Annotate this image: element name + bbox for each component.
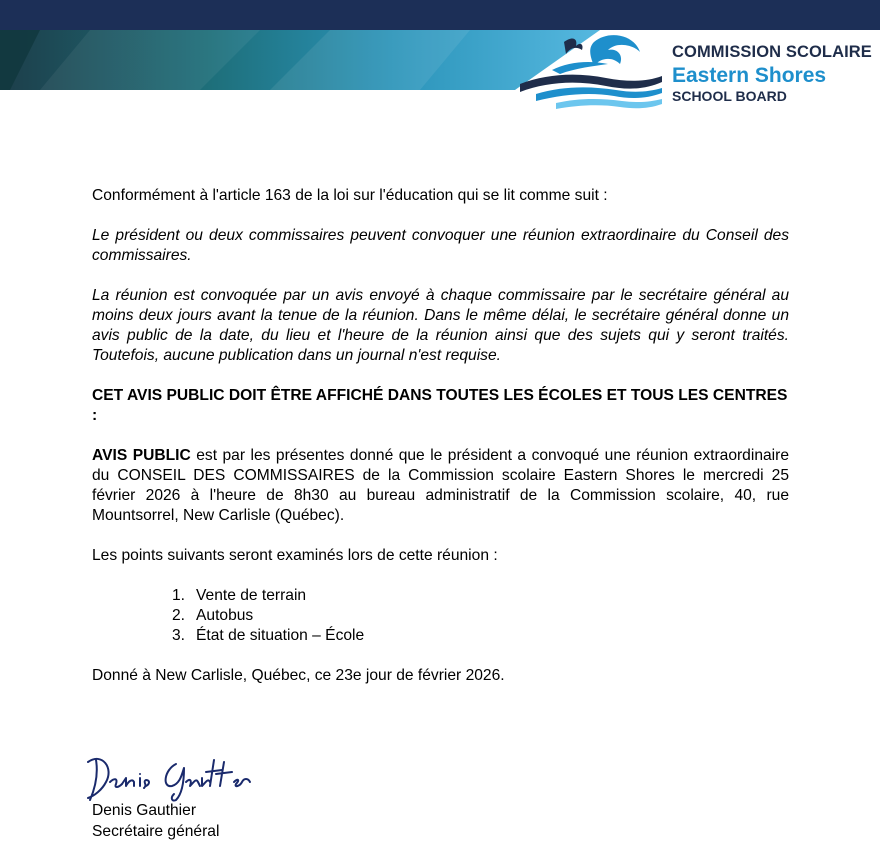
posting-instruction-heading: CET AVIS PUBLIC DOIT ÊTRE AFFICHÉ DANS TOUTES LES ÉCOLES ET TOUS LES CENTRES :: [92, 387, 788, 424]
school-board-name: [672, 44, 872, 103]
quoted-article-paragraph-1: Le président ou deux commissaires peuvent convoquer une réunion extraordinaire du Conseil des commissaires.: [92, 227, 789, 264]
list-item-number: 2.: [172, 607, 186, 624]
school-board-logo-icon: [516, 32, 666, 110]
list-item-number: 3.: [172, 627, 186, 644]
public-notice-paragraph: [92, 446, 789, 526]
given-at-line: Donné à New Carlisle, Québec, ce 23e jour de février 2026.: [92, 667, 505, 684]
notice-body: [92, 186, 789, 686]
agenda-list: [92, 586, 789, 646]
brand-line-school-board: SCHOOL BOARD: [672, 87, 787, 104]
header-bar: [0, 0, 880, 30]
list-item-label: Vente de terrain: [196, 587, 307, 604]
intro-paragraph: Conformément à l'article 163 de la loi sur l'éducation qui se lit comme suit :: [92, 187, 608, 204]
list-item-label: Autobus: [196, 607, 254, 624]
list-item-number: 1.: [172, 587, 186, 604]
brand-line-commission: COMMISSION SCOLAIRE: [672, 43, 872, 61]
handwritten-signature: [84, 748, 260, 806]
signatory-name: Denis Gauthier: [92, 802, 197, 819]
public-notice-lead: AVIS PUBLIC: [92, 447, 191, 464]
list-item-label: État de situation – École: [196, 627, 365, 644]
signatory-title: Secrétaire général: [92, 823, 220, 840]
list-item: [172, 626, 789, 646]
signatory: [92, 800, 219, 842]
agenda-intro: Les points suivants seront examinés lors de cette réunion :: [92, 547, 498, 564]
public-notice-text: est par les présentes donné que le président a convoqué une réunion extraordinaire du CONSEIL DES COMMISSAIRES de la Commission scolaire Eastern Shores le mercredi 25 février 2026 à l'heure de 8h30 au bureau administratif de la Commission scolaire, 40, rue Mountsorrel, New Carlisle (Québec).: [92, 447, 789, 524]
list-item: [172, 606, 789, 626]
list-item: [172, 586, 789, 606]
quoted-article-paragraph-2: La réunion est convoquée par un avis envoyé à chaque commissaire par le secrétaire général au moins deux jours avant la tenue de la réunion. Dans le même délai, le secrétaire général donne un avis public de la date, du lieu et l'heure de la réunion ainsi que des sujets qui y seront traités. Toutefois, aucune publication dans un journal n'est requise.: [92, 287, 789, 364]
brand-line-eastern-shores: Eastern Shores: [672, 63, 827, 87]
